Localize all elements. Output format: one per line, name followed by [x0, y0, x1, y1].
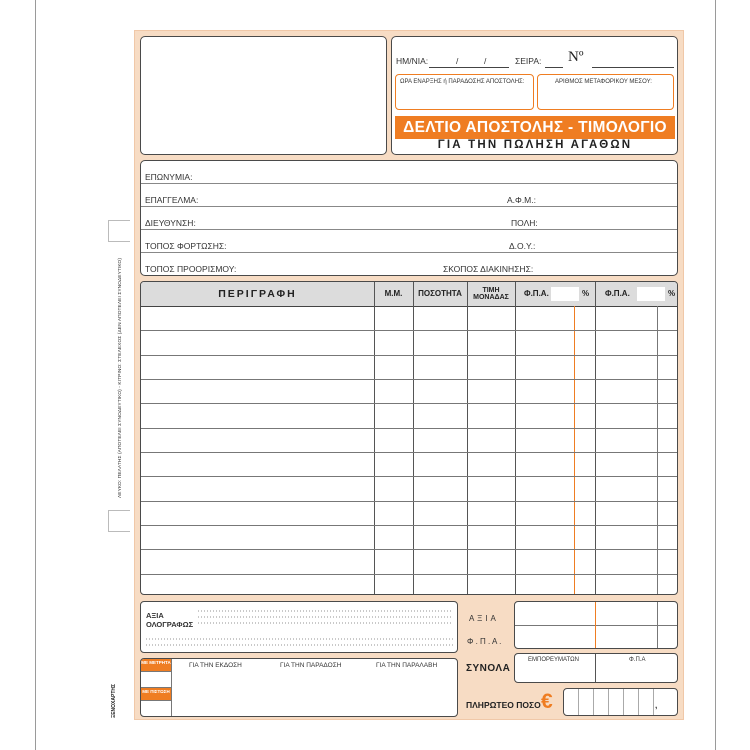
vat-small-label: Φ.Π.Α — [629, 657, 646, 663]
purpose-label: ΣΚΟΠΟΣ ΔΙΑΚΙΝΗΣΗΣ: — [443, 264, 534, 274]
date-label: ΗΜ/ΝΙΑ: — [396, 56, 429, 66]
sums-box[interactable] — [514, 653, 678, 683]
amount-in-words-box — [140, 601, 458, 653]
side-copy-legend: ΛΕΥΚΟ: ΠΕΛΑΤΗΣ (ΑΠΟΤΕΛΕΙ ΣΥΝΟΔΕΥΤΙΚΟ) - ΚΙΤΡΙΝΟ: ΣΤΕΛΕΧΟΣ (ΔΕΝ ΑΠΟΤΕΛΕΙ ΣΥΝΟΔΕΥΤΙΚΟ) — [118, 257, 123, 498]
col-description: ΠΕΡΙΓΡΑΦΗ — [218, 288, 297, 300]
amount-words-label-2: ΟΛΟΓΡΑΦΩΣ — [146, 620, 194, 629]
document-header-box — [391, 36, 678, 155]
credit-checkbox[interactable] — [141, 700, 171, 717]
name-label: ΕΠΩΝΥΜΙΑ: — [145, 172, 193, 182]
sums-label: ΣΥΝΟΛΑ — [466, 663, 511, 674]
totals-value-box — [514, 601, 678, 649]
date-separator-1: / — [456, 56, 459, 66]
value-label: Α Ξ Ι Α — [469, 614, 497, 623]
vat-label: Φ . Π . Α . — [467, 637, 502, 646]
document-subtitle: ΓΙΑ ΤΗΝ ΠΩΛΗΣΗ ΑΓΑΘΩΝ — [437, 139, 633, 151]
items-table — [140, 281, 678, 595]
afm-label: Α.Φ.Μ.: — [507, 195, 536, 205]
series-field[interactable] — [545, 67, 563, 68]
amount-words-label-1: ΑΞΙΑ — [146, 611, 164, 620]
brand-logo: ΞΕΝΟΧΑΡΤΗΣ — [111, 684, 117, 718]
receipt-signature-label: ΓΙΑ ΤΗΝ ΠΑΡΑΛΑΒΗ — [376, 662, 438, 669]
delivery-signature-label: ΓΙΑ ΤΗΝ ΠΑΡΑΔΟΣΗ — [280, 662, 342, 669]
side-tab-top — [108, 220, 130, 242]
amount-words-line-5[interactable] — [146, 644, 453, 646]
cash-tag: ΜΕ ΜΕΤΡΗΤΑ — [141, 659, 171, 671]
customer-details-box — [140, 160, 678, 276]
payable-amount-field[interactable] — [563, 688, 678, 716]
start-time-field[interactable]: ΩΡΑ ΕΝΑΡΞΗΣ ή ΠΑΡΑΔΟΣΗΣ ΑΠΟΣΤΟΛΗΣ: — [395, 74, 534, 110]
issue-signature-label: ΓΙΑ ΤΗΝ ΕΚΔΟΣΗ — [189, 662, 242, 669]
signatures-box — [140, 658, 458, 717]
amount-words-line-2[interactable] — [198, 616, 453, 618]
city-label: ΠΟΛΗ: — [511, 218, 538, 228]
profession-label: ΕΠΑΓΓΕΛΜΑ: — [145, 195, 199, 205]
col-unit: Μ.Μ. — [384, 289, 403, 298]
document-title: ΔΕΛΤΙΟ ΑΠΟΣΤΟΛΗΣ - ΤΙΜΟΛΟΓΙΟ — [395, 116, 675, 139]
address-label: ΔΙΕΥΘΥΝΣΗ: — [145, 218, 196, 228]
destination-label: ΤΟΠΟΣ ΠΡΟΟΡΙΣΜΟΥ: — [145, 264, 237, 274]
issuer-box — [140, 36, 387, 155]
amount-words-line-1[interactable] — [198, 610, 453, 612]
date-separator-2: / — [484, 56, 487, 66]
side-tab-bottom — [108, 510, 130, 532]
decimal-comma: , — [655, 700, 658, 710]
number-label: Νº — [568, 49, 584, 65]
col-quantity: ΠΟΣΟΤΗΤΑ — [418, 289, 462, 298]
col-unit-price: ΤΙΜΗ ΜΟΝΑΔΑΣ — [473, 286, 509, 301]
col-vat-1: Φ.Π.Α. % — [515, 282, 595, 306]
goods-label: ΕΜΠΟΡΕΥΜΑΤΩΝ — [528, 657, 579, 663]
series-label: ΣΕΙΡΑ: — [515, 56, 542, 66]
invoice-form — [134, 30, 684, 720]
credit-tag: ΜΕ ΠΙΣΤΩΣΗ — [141, 688, 171, 700]
amount-words-line-4[interactable] — [146, 638, 453, 640]
euro-icon: € — [541, 690, 553, 713]
cash-checkbox[interactable] — [141, 671, 171, 688]
col-vat-2: Φ.Π.Α. % — [595, 282, 678, 306]
loading-place-label: ΤΟΠΟΣ ΦΟΡΤΩΣΗΣ: — [145, 241, 227, 251]
vehicle-number-field[interactable]: ΑΡΙΘΜΟΣ ΜΕΤΑΦΟΡΙΚΟΥ ΜΕΣΟΥ: — [537, 74, 674, 110]
date-field[interactable] — [429, 67, 509, 68]
payable-amount-label: ΠΛΗΡΩΤΕΟ ΠΟΣΟ — [466, 700, 541, 710]
tax-office-label: Δ.Ο.Υ.: — [509, 241, 536, 251]
amount-words-line-3[interactable] — [198, 622, 453, 624]
number-field[interactable] — [592, 67, 674, 68]
